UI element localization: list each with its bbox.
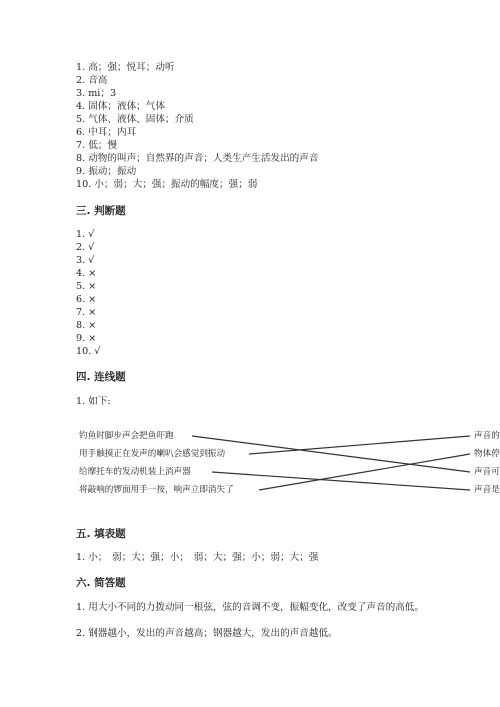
matching-intro: 1. 如下: xyxy=(76,396,111,407)
section-title-judge: 三. 判断题 xyxy=(76,205,126,217)
match-right-item-1: 声音的 xyxy=(474,431,500,441)
judge-answer-2: 2. √ xyxy=(76,242,95,253)
match-left-item-1: 钓鱼时脚步声会把鱼吓跑 xyxy=(79,431,174,441)
connector-line-1 xyxy=(192,436,470,472)
table-fill-answer: 1. 小； 弱；大；强；小； 弱；大；强；小；弱；大；强 xyxy=(76,552,319,563)
match-right-item-3: 声音可 xyxy=(474,467,500,477)
match-right-item-4: 声音是 xyxy=(474,485,500,495)
judge-answer-4: 4. × xyxy=(76,268,97,279)
judge-answer-3: 3. √ xyxy=(76,255,95,266)
fill-answer-1: 1. 高；强；悦耳；动听 xyxy=(76,62,175,73)
judge-answer-7: 7. × xyxy=(76,307,97,318)
fill-answer-3: 3. mi；3 xyxy=(76,88,117,99)
match-left-item-3: 给摩托车的发动机装上消声器 xyxy=(79,467,191,477)
judge-answer-5: 5. × xyxy=(76,281,97,292)
section-title-table-fill: 五. 填表题 xyxy=(76,528,126,540)
section-title-matching: 四. 连线题 xyxy=(76,371,126,383)
fill-answer-6: 6. 中耳；内耳 xyxy=(76,127,137,138)
section-title-short-answer: 六. 简答题 xyxy=(76,577,126,589)
connector-line-2 xyxy=(249,436,470,454)
short-answer-2: 2. 钢器越小，发出的声音越高；钢器越大，发出的声音越低。 xyxy=(76,628,338,639)
match-left-item-4: 将敲响的锣面用手一按，响声立即消失了 xyxy=(79,485,234,495)
match-left-item-2: 用手触摸正在发声的喇叭会感觉到振动 xyxy=(79,449,226,459)
fill-answer-8: 8. 动物的叫声；自然界的声音；人类生产生活发出的声音 xyxy=(76,153,319,164)
judge-answer-8: 8. × xyxy=(76,320,97,331)
short-answer-1: 1. 用大小不同的力拨动同一根弦，弦的音调不变，振幅变化，改变了声音的高低。 xyxy=(76,602,424,613)
judge-answer-9: 9. × xyxy=(76,333,97,344)
judge-answer-6: 6. × xyxy=(76,294,97,305)
fill-answer-4: 4. 固体；液体；气体 xyxy=(76,101,165,112)
fill-answer-5: 5. 气体、液体、固体；介质 xyxy=(76,114,194,125)
fill-answer-2: 2. 音高 xyxy=(76,75,108,86)
fill-answer-9: 9. 振动；振动 xyxy=(76,166,137,177)
fill-answer-7: 7. 低；慢 xyxy=(76,140,117,151)
fill-answer-10: 10. 小；弱；大；强；振动的幅度；强；弱 xyxy=(76,179,258,190)
judge-answer-1: 1. √ xyxy=(76,229,95,240)
connector-line-4 xyxy=(259,454,470,490)
connector-line-3 xyxy=(212,472,470,490)
judge-answer-10: 10. √ xyxy=(76,346,101,357)
match-right-item-2: 物体停 xyxy=(474,449,500,459)
